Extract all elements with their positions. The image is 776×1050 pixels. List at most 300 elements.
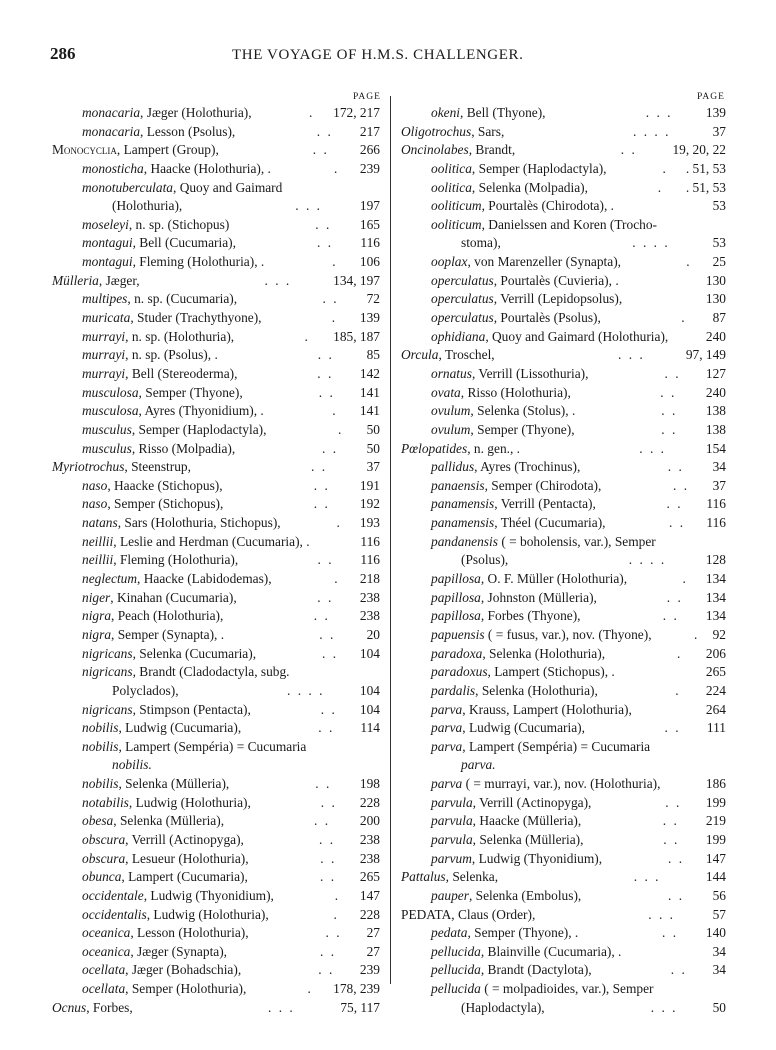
entry-text [431,663,615,682]
page-reference: 265 [359,869,380,885]
entry-name: occidentalis [82,906,147,922]
index-entry [401,514,726,533]
entry-name: pauper [431,887,469,903]
page-reference: 198 [359,776,380,792]
page-reference: 266 [359,142,380,158]
entry-name: panaensis [431,477,485,493]
index-entry [401,197,726,216]
entry-name: parvum [431,850,472,866]
entry-authority: , Lampert (Cucumaria), [121,869,248,885]
entry-text [82,980,246,999]
page-reference: 104 [359,682,380,698]
entry-name: Oligotrochus [401,123,472,139]
leader-dots: . . [320,794,337,810]
right-page-column-label: PAGE [697,92,725,102]
leader-dots: . . [315,776,332,792]
entry-text [431,980,654,999]
entry-name: pellucida [431,943,481,959]
entry-text [82,402,264,421]
entry-text [431,607,581,626]
entry-authority: , Semper (Thyone), [470,421,575,437]
entry-authority: , Théel (Cucumaria), [494,515,606,531]
entry-text [431,943,621,962]
entry-authority: , von Marenzeller (Synapta), [467,254,622,270]
entry-name: parva [431,701,463,717]
entry-name: okeni [431,105,460,120]
left-index-column [52,104,380,1017]
index-entry [52,346,380,365]
entry-text [82,738,306,757]
entry-authority: , Ludwig (Thyonidium), [471,850,603,866]
index-entry [401,663,726,682]
leader-dots: . . [320,850,337,866]
index-entry [52,402,380,421]
page-reference: 34 [712,943,726,959]
leader-dots: . . [662,813,679,829]
index-entry [401,607,726,626]
index-entry [52,682,380,701]
index-entry [401,458,726,477]
entry-name: operculatus [431,272,494,288]
entry-authority: , Semper (Chirodota), [484,477,602,493]
entry-name: musculosa [82,384,139,400]
entry-authority: , Danielssen and Koren (Trocho- [481,216,657,232]
index-entry [401,253,726,272]
entry-name: obscura [82,850,126,866]
leader-dots: . [334,571,340,587]
index-entry [401,234,726,253]
leader-dots: . [304,328,310,344]
index-entry [401,346,726,365]
index-entry [52,570,380,589]
entry-authority: , Ludwig (Holothuria), [146,906,269,922]
entry-authority: , Risso (Molpadia), [131,440,236,456]
index-entry [401,570,726,589]
index-entry [401,533,726,552]
entry-text [431,477,601,496]
entry-authority: , Selenka (Mülleria), [472,831,584,847]
leader-dots: . [331,310,338,326]
index-entry [52,495,380,514]
entry-text [431,794,591,813]
index-entry [401,626,726,645]
entry-authority: , Selenka (Holothuria), [475,682,598,698]
entry-text [82,961,241,980]
index-entry [52,309,380,328]
entry-authority: , Bell (Cucumaria), [132,235,236,251]
leader-dots: . . . . [287,682,325,698]
entry-text [82,365,237,384]
leader-dots: . . . [268,999,295,1015]
entry-name: niger [82,589,111,605]
page-reference: 147 [359,887,380,903]
leader-dots: . . [322,440,339,456]
entry-text [431,514,606,533]
leader-dots: . . [320,701,337,717]
entry-text [52,272,140,291]
entry-authority: , n. gen., . [467,440,521,456]
entry-name: musculosa [82,403,139,419]
page-reference: 172, 217 [333,105,380,120]
entry-name: Mülleria [52,272,99,288]
entry-text [401,141,515,160]
leader-dots: . . [661,403,678,419]
entry-name: notabilis [82,794,129,810]
index-entry [52,607,380,626]
entry-authority: , Haacke (Labidodemas), [137,571,272,587]
entry-text [431,495,596,514]
page-reference: 165 [359,216,380,232]
page-reference: 134 [705,589,726,605]
entry-name: Orcula [401,347,439,363]
entry-authority: , Forbes, [86,999,133,1015]
entry-text [82,160,271,179]
page-reference: 27 [366,943,380,959]
page-reference: 97, 149 [685,347,726,363]
entry-text [431,458,580,477]
entry-authority: , Ayres (Thyonidium), . [138,403,264,419]
index-entry [401,141,726,160]
entry-authority: , Brandt (Cladodactyla, subg. [132,664,290,680]
index-entry [52,160,380,179]
entry-name: parva. [461,757,496,773]
entry-authority: , Semper (Haplodactyla), [131,421,267,437]
leader-dots: . . [320,869,337,885]
page-reference: 34 [712,459,726,475]
entry-name: ooliticum [431,198,482,214]
entry-name: obscura [82,831,126,847]
entry-authority: , Semper (Thyone), [138,384,243,400]
leader-dots: . [662,160,668,176]
page-reference: 140 [705,925,726,941]
entry-text [52,458,191,477]
page-reference: 139 [705,105,726,120]
entry-name: Ocnus [52,999,87,1015]
index-entry [401,216,726,235]
index-entry [401,365,726,384]
entry-authority: Polyclados), [112,682,179,698]
index-entry [401,384,726,403]
entry-authority: ( = boholensis, var.), Semper [497,533,656,549]
entry-name: oceanica [82,943,131,959]
page-reference: 238 [359,850,380,866]
index-entry [52,365,380,384]
entry-text [82,794,251,813]
index-entry [52,831,380,850]
entry-authority: , Lesueur (Holothuria), [125,850,249,866]
leader-dots: . [332,254,338,270]
entry-authority: (Psolus), [461,552,509,568]
entry-name: pellucida [431,981,481,997]
entry-authority: stoma), [461,235,501,251]
entry-text [82,701,251,720]
index-entry [52,775,380,794]
page-reference: 130 [705,272,726,288]
leader-dots: . . [318,962,335,978]
entry-text [461,999,545,1018]
entry-name: murrayi [82,347,126,363]
entry-name: ornatus [431,365,472,381]
entry-authority: , Verrill (Actinopyga), [472,794,592,810]
entry-authority: , Verrill (Lissothuria), [471,365,589,381]
entry-authority: , Brandt, [468,142,516,158]
entry-authority: , Bell (Stereoderma), [125,365,238,381]
index-entry [52,756,380,775]
page-reference: 57 [712,906,726,922]
entry-text [401,868,498,887]
page-reference: 37 [712,477,726,493]
index-entry [52,141,380,160]
page-reference: 238 [359,831,380,847]
entry-name: papillosa [431,608,481,624]
page-reference: 239 [359,962,380,978]
index-entry [52,812,380,831]
left-page-column-label: PAGE [353,92,381,102]
leader-dots: . . [664,720,681,736]
entry-authority: (Haplodactyla), [461,999,545,1015]
entry-authority: , Pourtalès (Cuvieria), . [493,272,619,288]
leader-dots: . [334,160,340,176]
entry-text [431,365,588,384]
leader-dots: . . [314,813,331,829]
index-entry [52,701,380,720]
leader-dots: . . [620,142,637,158]
page-reference: . 51, 53 [685,179,726,195]
entry-authority: , Fleming (Holothuria), [113,552,239,568]
index-entry [401,160,726,179]
entry-name: papillosa [431,571,481,587]
entry-authority: , Ludwig (Cucumaria), [462,720,585,736]
entry-name: occidentale [82,887,144,903]
entry-text [431,253,621,272]
leader-dots: . . [319,626,336,642]
entry-name: neglectum [82,571,138,587]
index-entry [52,663,380,682]
entry-text [431,775,660,794]
leader-dots: . . [322,291,339,307]
entry-authority: , Semper (Synapta), . [111,626,225,642]
page-reference: 138 [705,403,726,419]
entry-name: paradoxus [431,664,488,680]
leader-dots: . . [320,943,337,959]
page-reference: 85 [366,347,380,363]
entry-text [431,682,598,701]
index-entry [52,551,380,570]
entry-authority: , Verrill (Lepidopsolus), [493,291,623,307]
leader-dots: . . [664,365,681,381]
page-reference: 50 [366,421,380,437]
entry-text [82,831,244,850]
entry-authority: , Kinahan (Cucumaria), [110,589,237,605]
index-entry [52,197,380,216]
entry-name: naso [82,477,108,493]
entry-text [82,887,274,906]
index-entry [401,402,726,421]
leader-dots: . . [668,850,685,866]
index-entry [52,421,380,440]
entry-name: pandanensis [431,533,498,549]
entry-name: panamensis [431,515,495,531]
leader-dots: . . [312,142,329,158]
entry-text [401,346,495,365]
page-reference: 185, 187 [333,328,380,344]
page-reference: 53 [712,235,726,251]
leader-dots: . . . [633,869,661,885]
page-reference: 199 [705,794,726,810]
entry-name: obesa [82,813,114,829]
entry-authority: , Jæger, [98,272,140,288]
entry-authority: , Selenka (Molpadia), [471,179,588,195]
entry-name: naso [82,496,108,512]
index-entry [401,924,726,943]
entry-name: parva [431,720,463,736]
index-entry [52,533,380,552]
entry-authority: , Selenka (Cucumaria), [132,645,257,661]
entry-name: ooplax [431,254,468,270]
leader-dots: . . [322,645,339,661]
index-entry [52,272,380,291]
page-reference: 127 [705,365,726,381]
page-number: 286 [50,44,76,63]
index-entry [52,216,380,235]
leader-dots: . . . . [632,235,670,251]
entry-authority: , Sars (Holothuria, Stichopus), [117,515,281,531]
entry-name: nobilis. [112,757,152,773]
index-entry [52,458,380,477]
page-reference: 116 [360,533,380,549]
index-entry [401,831,726,850]
index-entry [401,943,726,962]
entry-authority: , Jæger (Holothuria), [140,105,252,120]
leader-dots: . . [313,496,330,512]
entry-name: parvula [431,813,473,829]
entry-name: pellucida [431,962,481,978]
index-entry [52,850,380,869]
index-entry [401,589,726,608]
entry-text [431,197,614,216]
page-reference: 56 [712,887,726,903]
leader-dots: . [307,981,313,997]
leader-dots: . . [319,831,336,847]
leader-dots: . . [316,123,333,139]
entry-name: monacaria [82,123,141,139]
page-reference: 50 [366,440,380,456]
entry-name: ocellata [82,981,126,997]
entry-authority: , Ludwig (Holothuria), [128,794,251,810]
index-entry [52,943,380,962]
entry-name: oceanica [82,925,131,941]
entry-authority: , Lampert (Stichopus), . [487,664,615,680]
leader-dots: . [657,179,664,195]
entry-authority: (Holothuria), [112,198,183,214]
page-reference: 228 [359,794,380,810]
entry-name: papillosa [431,589,481,605]
entry-text [82,589,237,608]
entry-text [461,551,508,570]
entry-authority: , Ludwig (Cucumaria), [118,720,242,736]
entry-name: nigricans [82,664,133,680]
page-reference: 53 [712,198,726,214]
index-entry [52,980,380,999]
page-reference: 178, 239 [333,981,380,997]
leader-dots: . . [670,962,687,978]
leader-dots: . . . [639,440,666,456]
index-entry [401,719,726,738]
entry-text [82,216,229,235]
leader-dots: . [338,421,344,437]
leader-dots: . [675,682,681,698]
index-entry [401,179,726,198]
entry-text [431,384,571,403]
entry-name: Myriotrochus [52,459,125,475]
entry-name: nigra [82,626,112,642]
entry-name: musculus [82,421,132,437]
page-reference: 37 [366,459,380,475]
entry-text [82,514,281,533]
entry-text [431,831,583,850]
leader-dots: . . [325,925,342,941]
index-entry [401,961,726,980]
entry-name: natans [82,515,118,531]
entry-name: operculatus [431,310,494,326]
page-reference: 265 [705,664,726,680]
entry-authority: , n. sp. (Holothuria), [125,328,235,344]
entry-authority: ( = molpadioides, var.), Semper [480,981,654,997]
entry-authority: , Ludwig (Thyonidium), [143,887,274,903]
entry-authority: , Semper (Haplodactyla), [471,160,607,176]
page-reference: 142 [359,365,380,381]
leader-dots: . . [662,608,679,624]
page-reference: 228 [359,906,380,922]
index-entry [52,924,380,943]
page-reference: 34 [712,962,726,978]
entry-name: pardalis [431,682,476,698]
page-reference: 240 [705,328,726,344]
entry-authority: , Semper (Stichopus), [107,496,224,512]
entry-text [82,812,224,831]
entry-name: nigra [82,608,112,624]
index-entry [401,775,726,794]
entry-authority: , O. F. Müller (Holothuria), [480,571,628,587]
index-entry [401,551,726,570]
entry-authority: , n. sp. (Cucumaria), [127,291,238,307]
entry-authority: , n. sp. (Stichopus) [128,216,230,232]
leader-dots: . [694,626,700,642]
page-reference: 20 [366,626,380,642]
entry-authority: , Blainville (Cucumaria), . [480,943,622,959]
entry-authority: , Haacke (Stichopus), [107,477,223,493]
index-entry [401,477,726,496]
entry-text [82,179,282,198]
entry-name: parva [431,738,463,754]
entry-authority: , Forbes (Thyone), [480,608,581,624]
page-reference: 19, 20, 22 [672,142,726,158]
entry-name: parvula [431,831,473,847]
entry-authority: , Verrill (Actinopyga), [125,831,244,847]
leader-dots: . . [311,459,328,475]
leader-dots: . . . [295,198,322,214]
entry-authority: , Selenka (Stolus), . [470,403,576,419]
index-entry [401,868,726,887]
index-entry [52,906,380,925]
entry-name: Pœlopatides [401,440,468,456]
column-divider [390,96,391,984]
page-reference: 197 [359,198,380,214]
entry-text [82,253,264,272]
page-reference: 116 [706,515,726,531]
leader-dots: . . . [264,272,292,288]
index-entry [52,999,380,1018]
